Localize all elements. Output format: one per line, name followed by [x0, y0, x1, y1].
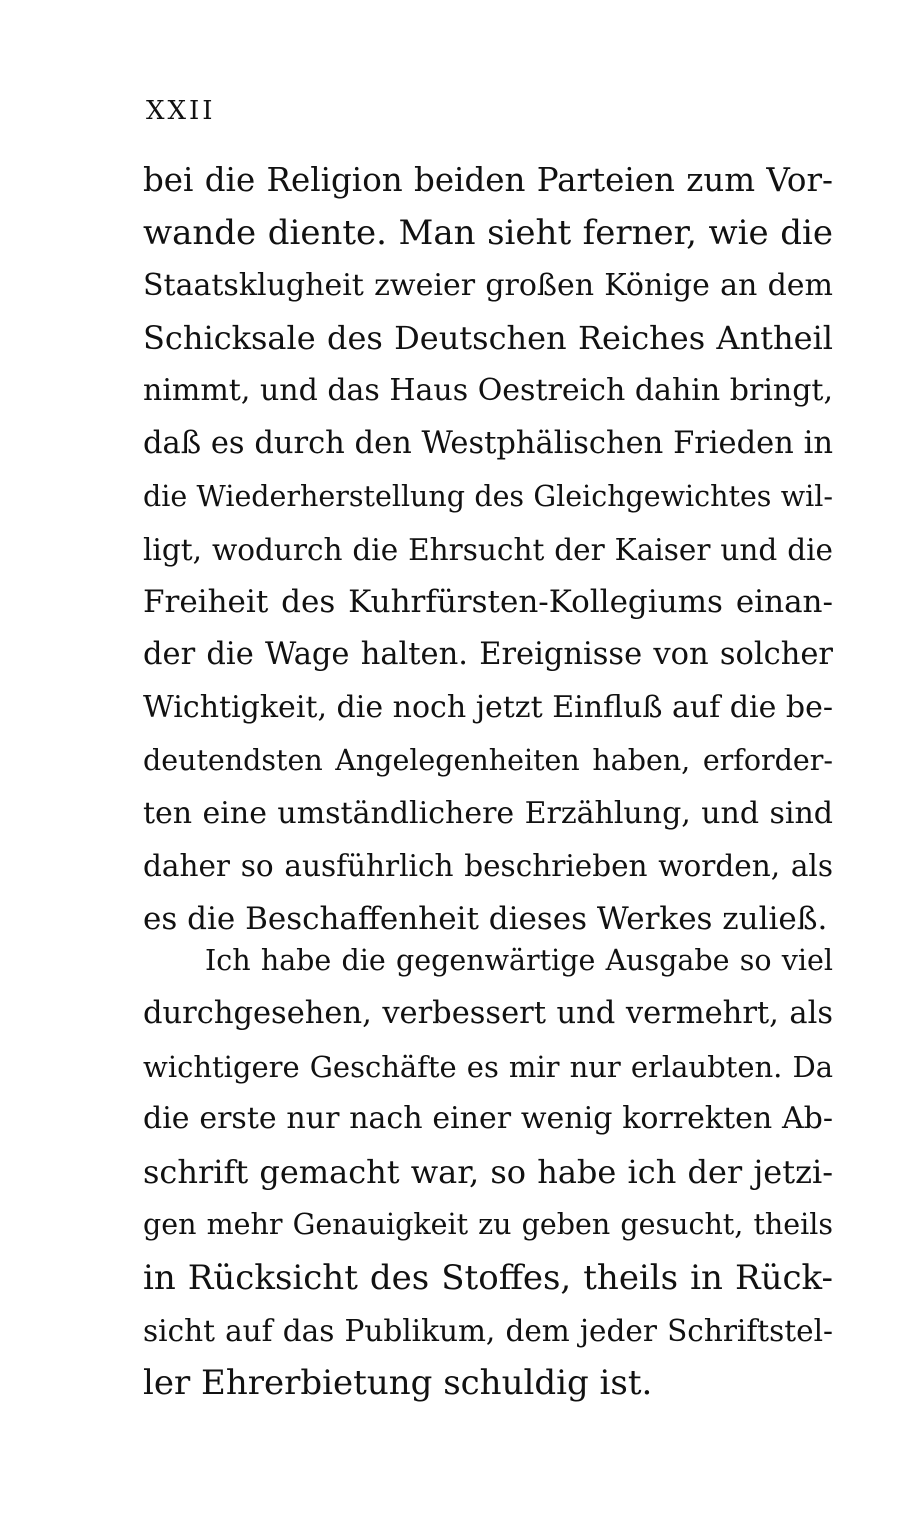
text-line: schrift gemacht war, so habe ich der jetzi-: [143, 1153, 833, 1192]
text-line: durchgesehen, verbessert und vermehrt, als: [143, 995, 833, 1031]
text-line: ten eine umständlichere Erzählung, und sind: [143, 795, 833, 831]
text-line: deutendsten Angelegenheiten haben, erforder-: [143, 743, 833, 777]
text-line: daß es durch den Westphälischen Frieden in: [143, 425, 833, 461]
text-line: ligt, wodurch die Ehrsucht der Kaiser und die: [143, 532, 833, 567]
text-line-first: Ich habe die gegenwärtige Ausgabe so viel: [205, 944, 833, 977]
page-number: XXII: [146, 96, 216, 126]
text-line: bei die Religion beiden Parteien zum Vor-: [143, 161, 833, 199]
text-line: daher so ausführlich beschrieben worden, als: [143, 849, 833, 884]
text-line: wichtigere Geschäfte es mir nur erlaubten. Da: [143, 1049, 833, 1084]
text-line: Freiheit des Kuhrfürsten-Kollegiums einan-: [143, 584, 833, 621]
text-line: nimmt, und das Haus Oestreich dahin bringt,: [143, 373, 833, 409]
text-line: die Wiederherstellung des Gleichgewichtes wil-: [143, 479, 833, 513]
paragraph-1: [143, 154, 833, 946]
text-line: wande diente. Man sieht ferner, wie die: [143, 212, 833, 253]
text-line: Wichtigkeit, die noch jetzt Einfluß auf die be-: [143, 689, 833, 725]
text-line: Schicksale des Deutschen Reiches Antheil: [143, 319, 833, 358]
text-line: die erste nur nach einer wenig korrekten Ab-: [143, 1101, 833, 1137]
text-line: Staatsklugheit zweier großen Könige an dem: [143, 267, 833, 303]
text-line: der die Wage halten. Ereignisse von solcher: [143, 637, 833, 673]
text-line: in Rücksicht des Stoffes, theils in Rück-: [143, 1257, 833, 1298]
text-line-last: es die Beschaffenheit dieses Werkes zuließ.: [143, 901, 828, 938]
text-line: sicht auf das Publikum, dem jeder Schriftstel-: [143, 1313, 833, 1348]
text-line: gen mehr Genauigkeit zu geben gesucht, theils: [143, 1207, 833, 1241]
paragraph-2: [143, 935, 833, 1410]
text-line-last: ler Ehrerbietung schuldig ist.: [143, 1363, 653, 1404]
